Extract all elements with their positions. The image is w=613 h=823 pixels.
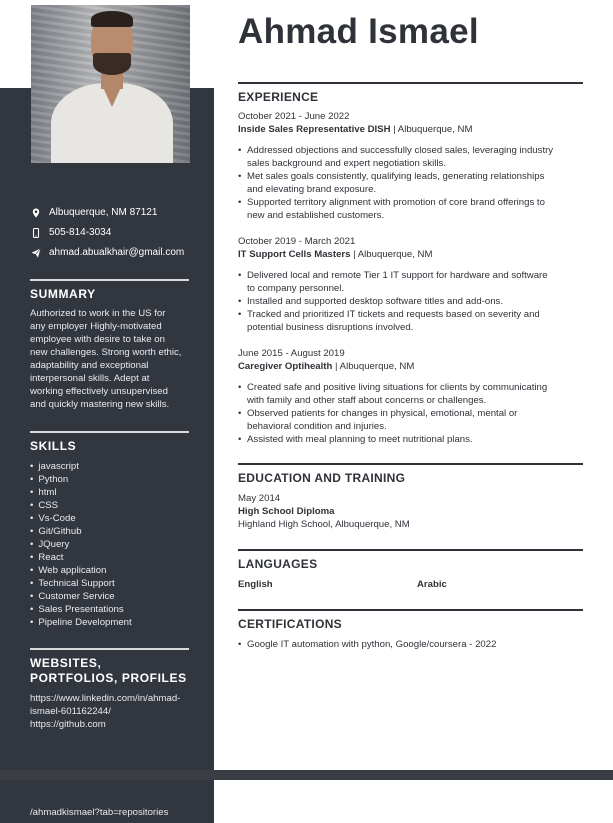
skill-item: • CSS — [30, 499, 132, 512]
section-divider — [238, 463, 583, 465]
summary-line: adaptability and exceptional — [30, 360, 149, 371]
job-title-line — [238, 248, 583, 261]
job-location: | Albuquerque, NM — [332, 361, 415, 372]
skill-item: • html — [30, 486, 132, 499]
email-link[interactable]: ahmad.abualkhair@gmail.com — [49, 247, 185, 258]
summary-heading: SUMMARY — [30, 287, 96, 301]
skill-item: • Python — [30, 473, 132, 486]
certifications-list — [238, 638, 583, 651]
profile-photo — [31, 5, 190, 163]
candidate-name: Ahmad Ismael — [238, 12, 479, 51]
job-dates: October 2019 - March 2021 — [238, 236, 356, 247]
job-entry — [238, 110, 583, 222]
skill-item: • Vs-Code — [30, 512, 132, 525]
contact-email — [31, 247, 184, 258]
summary-line: interpersonal skills. Adept at — [30, 373, 150, 384]
skill-item: • Git/Github — [30, 525, 132, 538]
linkedin-link[interactable]: https://www.linkedin.com/in/ahmad- — [30, 693, 181, 704]
location-text: Albuquerque, NM 87121 — [49, 207, 158, 218]
job-location: | Albuquerque, NM — [350, 249, 433, 260]
education-heading: EDUCATION AND TRAINING — [238, 471, 406, 485]
job-title-line — [238, 360, 583, 373]
paper-plane-icon — [31, 248, 41, 258]
job-location: | Albuquerque, NM — [390, 124, 473, 135]
job-bullet: • Met sales goals consistently, qualifying leads, generating relationships and elevating brand exposure. — [238, 170, 583, 196]
skill-item: • Pipeline Development — [30, 616, 132, 629]
sidebar-divider — [30, 279, 189, 281]
language-item: Arabic — [417, 579, 447, 590]
job-title: IT Support Cells Masters — [238, 249, 351, 260]
skill-item: • Sales Presentations — [30, 603, 132, 616]
github-link[interactable]: https://github.com — [30, 719, 106, 730]
section-divider — [238, 549, 583, 551]
contact-location — [31, 207, 157, 218]
summary-line: working effectively unsupervised — [30, 386, 168, 397]
summary-text — [30, 307, 192, 411]
experience-heading: EXPERIENCE — [238, 90, 319, 104]
education-degree: High School Diploma — [238, 506, 335, 517]
certifications-heading: CERTIFICATIONS — [238, 617, 342, 631]
skill-item: • Web application — [30, 564, 132, 577]
job-title: Caregiver Optihealth — [238, 361, 333, 372]
summary-line: new challenges. Strong worth ethic, — [30, 347, 182, 358]
job-bullet: • Observed patients for changes in physical, emotional, mental or behavioral condition and injuries. — [238, 407, 583, 433]
section-divider — [238, 609, 583, 611]
job-bullet: • Delivered local and remote Tier 1 IT support for hardware and software to company personnel. — [238, 269, 583, 295]
summary-line: employee with desire to take on — [30, 334, 165, 345]
job-bullets — [238, 381, 583, 446]
job-bullet: • Created safe and positive living situations for clients by communicating with family and other staff about concerns or challenges. — [238, 381, 583, 407]
sidebar-divider — [30, 431, 189, 433]
skill-item: • Technical Support — [30, 577, 132, 590]
job-bullet: • Assisted with meal planning to meet nutritional plans. — [238, 433, 583, 446]
websites-links — [30, 692, 192, 731]
job-entry — [238, 347, 583, 446]
job-bullet: • Tracked and prioritized IT tickets and requests based on severity and potential business disruptions involved. — [238, 308, 583, 334]
sidebar — [0, 0, 214, 770]
websites-heading-line: WEBSITES, — [30, 656, 102, 670]
skill-item: • JQuery — [30, 538, 132, 551]
summary-line: and quickly mastering new skills. — [30, 399, 170, 410]
job-title-line — [238, 123, 583, 136]
job-bullets — [238, 269, 583, 334]
job-bullet: • Supported territory alignment with promotion of core brand offerings to new and established customers. — [238, 196, 583, 222]
location-pin-icon — [31, 208, 41, 218]
job-dates: October 2021 - June 2022 — [238, 111, 350, 122]
websites-heading — [30, 656, 187, 686]
job-bullets — [238, 144, 583, 222]
linkedin-link-continued[interactable]: ismael-601162244/ — [30, 706, 111, 717]
job-title: Inside Sales Representative DISH — [238, 124, 391, 135]
skills-list — [30, 460, 132, 629]
job-entry — [238, 235, 583, 334]
job-bullet: • Installed and supported desktop software titles and add-ons. — [238, 295, 583, 308]
sidebar-divider — [30, 648, 189, 650]
skill-item: • Customer Service — [30, 590, 132, 603]
websites-heading-line: PORTFOLIOS, PROFILES — [30, 671, 187, 685]
language-item: English — [238, 579, 273, 590]
summary-line: Authorized to work in the US for — [30, 308, 166, 319]
languages-heading: LANGUAGES — [238, 557, 318, 571]
phone-text: 505-814-3034 — [49, 227, 112, 238]
skill-item: • React — [30, 551, 132, 564]
skills-heading: SKILLS — [30, 439, 77, 453]
education-school: Highland High School, Albuquerque, NM — [238, 519, 410, 530]
summary-line: any employer Highly-motivated — [30, 321, 162, 332]
certification-item: • Google IT automation with python, Google/coursera - 2022 — [238, 638, 583, 651]
job-dates: June 2015 - August 2019 — [238, 348, 345, 359]
education-date: May 2014 — [238, 493, 281, 504]
github-link-continued[interactable]: /ahmadkismael?tab=repositories — [30, 807, 169, 818]
job-bullet: • Addressed objections and successfully closed sales, leveraging industry sales background and expert negotiation skills. — [238, 144, 583, 170]
section-divider — [238, 82, 583, 84]
contact-phone — [31, 227, 111, 238]
phone-icon — [31, 228, 41, 238]
skill-item: • javascript — [30, 460, 132, 473]
